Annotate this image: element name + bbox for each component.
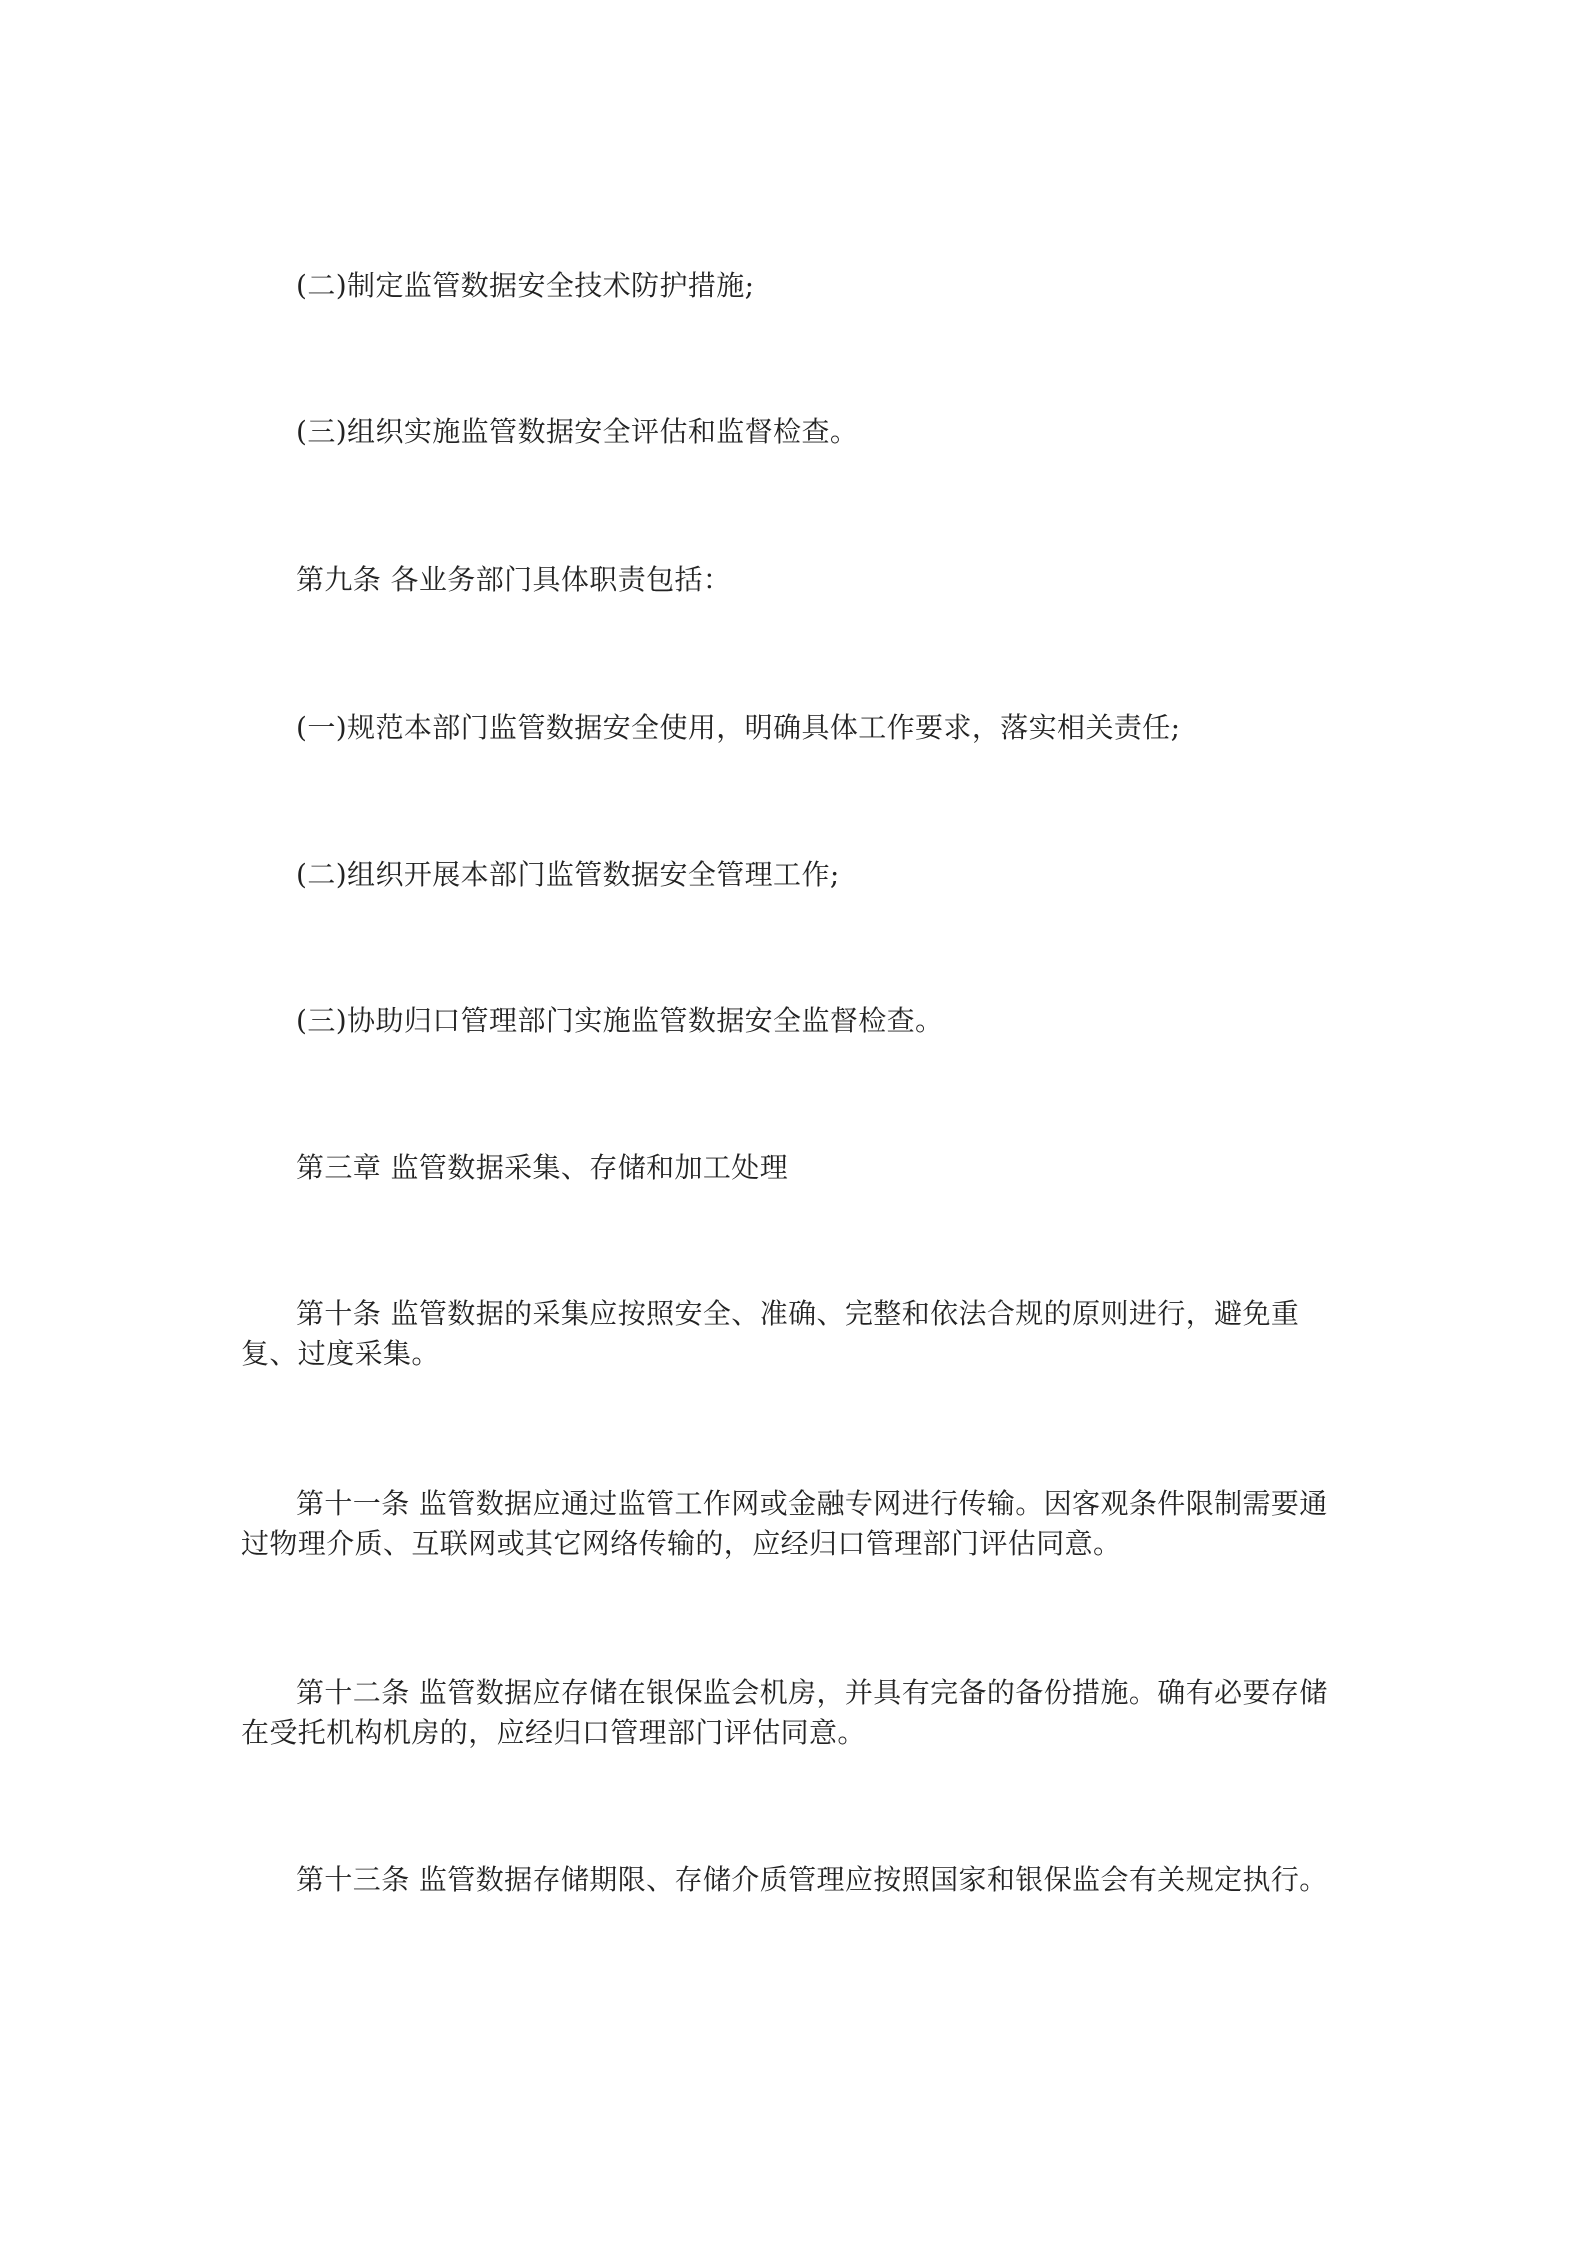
paragraph-item-2: (二)制定监管数据安全技术防护措施;: [296, 269, 755, 302]
chapter-3-heading: 第三章 监管数据采集、存储和加工处理: [296, 1151, 789, 1184]
article-10: 第十条 监管数据的采集应按照安全、准确、完整和依法合规的原则进行，避免重复、过度采集。: [241, 1297, 1300, 1370]
article-12: 第十二条 监管数据应存储在银保监会机房，并具有完备的备份措施。确有必要存储在受托机构机房的，应经归口管理部门评估同意。: [241, 1676, 1328, 1749]
paragraph-item-2: (二)组织开展本部门监管数据安全管理工作;: [296, 858, 840, 891]
paragraph-item-3: (三)组织实施监管数据安全评估和监督检查。: [296, 415, 859, 448]
article-13: 第十三条 监管数据存储期限、存储介质管理应按照国家和银保监会有关规定执行。: [296, 1863, 1328, 1896]
paragraph-item-3: (三)协助归口管理部门实施监管数据安全监督检查。: [296, 1004, 944, 1037]
article-11: 第十一条 监管数据应通过监管工作网或金融专网进行传输。因客观条件限制需要通过物理介质、互联网或其它网络传输的，应经归口管理部门评估同意。: [241, 1487, 1328, 1560]
paragraph-item-1: (一)规范本部门监管数据安全使用，明确具体工作要求，落实相关责任;: [296, 711, 1181, 744]
article-9-heading: 第九条 各业务部门具体职责包括：: [296, 563, 732, 596]
